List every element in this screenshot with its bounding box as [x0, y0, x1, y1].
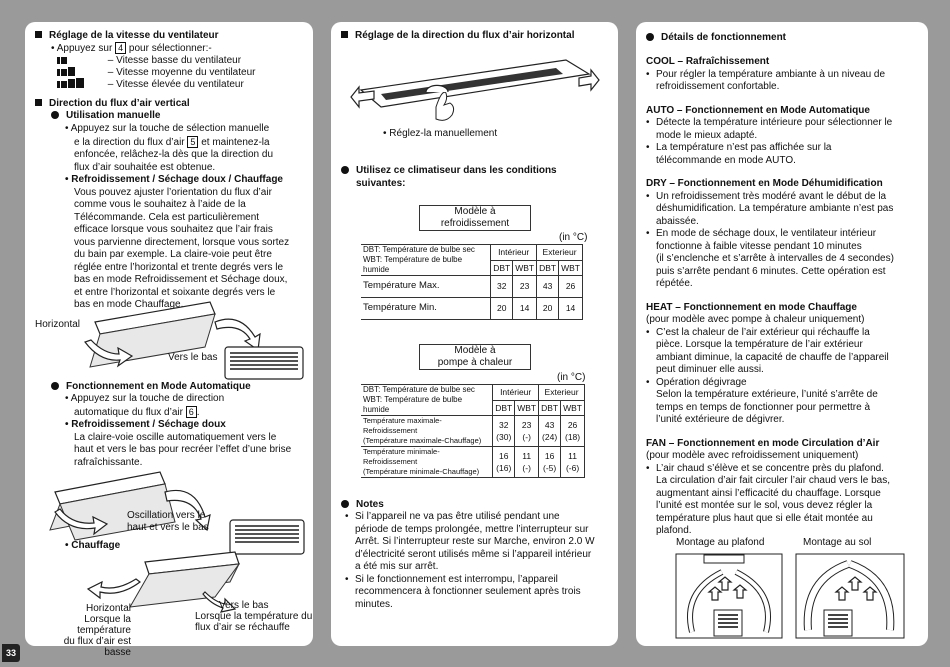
- vertical-airflow-figure: [65, 292, 310, 384]
- heat-subtitle: • Chauffage: [65, 540, 121, 551]
- right-panel: [636, 22, 928, 646]
- round-bullet-icon: [51, 382, 59, 390]
- page-number: 33: [2, 644, 20, 662]
- fig3-label-horizontal: Horizontal Lorsque la température du flux d’air est basse: [63, 603, 131, 658]
- fan-speed-title: Réglage de la vitesse du ventilateur: [35, 30, 219, 43]
- table-row: Température Min. 20 14 20 14: [361, 298, 583, 320]
- round-bullet-icon: [341, 166, 349, 174]
- heat-legend: DBT: Température de bulbe sec WBT: Température de bulbe humide: [361, 385, 493, 416]
- col-header: DBT: [537, 260, 559, 276]
- square-bullet-icon: [341, 31, 348, 38]
- fig2-label: Oscillation vers le haut et vers le bas: [127, 510, 209, 533]
- middle-panel: [331, 22, 618, 646]
- round-bullet-icon: [646, 33, 654, 41]
- auto-instructions: • Appuyez sur la touche de direction automatique du flux d’air 6 . • Refroidissement / Séchage doux La claire-voie oscille automatiquement vers le haut et vers le bas pour recréer l’effet d’une brise rafraîchissante.: [65, 393, 292, 468]
- manual-title: Utilisation manuelle: [51, 110, 160, 123]
- fig1-label-down: Vers le bas: [168, 352, 218, 363]
- manual-instructions: • Appuyez sur la touche de sélection manuelle e la direction du flux d’air 5 et maintenez-la enfoncée, relâchez-la dès que la direction du flux d’air souhaitée est obtenue. • Refroidissement / Séchage doux / Chauffage Vous pouvez ajuster l’orientation du flux d’air comme vous le souhaitez à l’aide de la Télécommande. Cela est particulièrement efficace lorsque vous souhaitez que l’air frais vous parvienne directement, lorsque vous sortez du bain par exemple. La claire-voie peut être réglée entre l’horizontal et trente degrés vers le bas en mode Refroidissement et Séchage doux, et entre l’horizontal et soixante degrés vers le bas en mode Chauffage.: [65, 123, 310, 312]
- mount-floor-label: Montage au sol: [803, 537, 872, 548]
- cool-legend: DBT: Température de bulbe sec WBT: Température de bulbe humide: [361, 245, 491, 276]
- table-row: Température minimale-Refroidissement (Température minimale-Chauffage) 16 (16) 11 (-) 16 (-5) 11 (-6): [361, 447, 585, 478]
- fan-speed-press: • Appuyez sur 4 pour sélectionner:-: [51, 43, 212, 54]
- list-item: • Si le fonctionnement est interrompu, l’appareil recommencera à fonctionner seulement après trois minutes.: [345, 574, 613, 612]
- auto-title: Fonctionnement en Mode Automatique: [51, 381, 251, 394]
- cool-conditions-table: [361, 244, 583, 320]
- fan-title: FAN – Fonctionnement en mode Circulation d’Air: [646, 437, 880, 449]
- heat-outdoor-header: Exterieur: [539, 385, 585, 401]
- notes-title: Notes: [341, 499, 384, 512]
- notes-list: [345, 511, 613, 611]
- modes-text: COOL – Rafraîchissement • Pour régler la température ambiante à un niveau de refroidissement confortable. AUTO – Fonctionnement en Mode Automatique • Détecte la température intérieure pour sélectionner le mode le mieux adapté. • La température n’est pas affichée sur la télécommande en mode AUTO. DRY – Fonctionnement en Mode Déhumidification • Un refroidissement très modéré avant le début de la déshumidification. La température ambiante n’est pas abaissée. • En mode de séchage doux, le ventilateur intérieur fonctionne à faible vitesse pendant 10 minutes (il s’enclenche et s’arrête à intervalles de 4 secondes) puis s’arrête pendant 6 minutes. Cette opération est répétée. HEAT – Fonctionnement en mode Chauffage (pour modèle avec pompe à chaleur uniquement) • C’est la chaleur de l’air extérieur qui réchauffe la pièce. Lorsque la température de l’air extérieur ambiant diminue, la capacité de chauffe de l’appareil peut diminuer elle aussi. • Opération dégivrage Selon la température extérieure, l’unité s’arrête de temps en temps de fonctionner pour permettre à l’unité extérieure de dégivrer. FAN – Fonctionnement en mode Circulation d’Air (pour modèle avec refroidissement uniquement) • L’air chaud s’élève et se concentre près du plafond. La circulation d’air fait circuler l’air chaud vers le bas, augmentant ainsi l’efficacité du chauffage. Lorsque l’unité est montée sur le sol, vous devez régler la température plus haut que si elle était montée au plafond.: [646, 56, 924, 538]
- col-header: DBT: [491, 260, 513, 276]
- col-header: WBT: [561, 400, 585, 416]
- key-5-icon: 5: [187, 136, 198, 148]
- square-bullet-icon: [35, 31, 42, 38]
- fan-low-icon: [57, 54, 97, 64]
- square-bullet-icon: [35, 99, 42, 106]
- heat-title: HEAT – Fonctionnement en mode Chauffage: [646, 301, 857, 313]
- cool-model-label: Modèle à refroidissement: [419, 205, 531, 231]
- fig1-label-horizontal: Horizontal: [35, 319, 81, 330]
- floor-mount-figure: [794, 552, 906, 640]
- conditions-title: Utilisez ce climatiseur dans les conditions suivantes:: [341, 164, 557, 190]
- col-header: DBT: [493, 400, 515, 416]
- col-header: DBT: [539, 400, 561, 416]
- heat-indoor-header: Intérieur: [493, 385, 539, 401]
- vertical-title: Direction du flux d’air vertical: [35, 98, 190, 111]
- table-row: Température maximale-Refroidissement (Température maximale-Chauffage) 32 (30) 23 (-) 43 (24) 26 (18): [361, 416, 585, 447]
- cool-title: COOL – Rafraîchissement: [646, 56, 770, 67]
- horizontal-title: Réglage de la direction du flux d’air horizontal: [341, 30, 574, 43]
- fan-medium-icon: [57, 66, 97, 76]
- auto-mode-title: AUTO – Fonctionnement en Mode Automatique: [646, 104, 870, 116]
- mount-ceiling-label: Montage au plafond: [676, 537, 765, 548]
- table-row: Température Max. 32 23 43 26: [361, 276, 583, 298]
- cool-indoor-header: Intérieur: [491, 245, 537, 261]
- cool-dry-text: Vous pouvez ajuster l’orientation du flux d’air comme vous le souhaitez à l’aide de la Télécommande. Cela est particulièrement efficace lorsque vous souhaitez que l’air frais vous parvienne directement, lorsque vous sortez du bain par exemple. La claire-voie peut être réglée entre l’horizontal et trente degrés vers le bas en mode Refroidissement et Séchage doux, et entre l’horizontal et soixante degrés vers le bas en mode Chauffage.: [74, 186, 290, 310]
- heat-unit: (in °C): [557, 372, 586, 383]
- list-item: • Si l’appareil ne va pas être utilisé pendant une période de temps prolongée, mettre l’interrupteur sur Arrêt. Si l’interrupteur reste sur Marche, environ 2.0 W d’électricité seront utilisés même si l’appareil intérieur a été mis sur arrêt.: [345, 511, 613, 574]
- cool-outdoor-header: Exterieur: [537, 245, 583, 261]
- col-header: WBT: [515, 400, 539, 416]
- left-panel: [25, 22, 313, 658]
- heat-conditions-table: [361, 384, 585, 478]
- key-4-icon: 4: [115, 42, 126, 54]
- manual-note: • Réglez-la manuellement: [383, 128, 498, 139]
- round-bullet-icon: [51, 111, 59, 119]
- col-header: WBT: [559, 260, 583, 276]
- key-6-icon: 6: [186, 406, 197, 418]
- fan-speed-high: – Vitesse élevée du ventilateur: [57, 78, 244, 92]
- fan-speed-medium: – Vitesse moyenne du ventilateur: [57, 66, 255, 80]
- col-header: WBT: [513, 260, 537, 276]
- round-bullet-icon: [341, 500, 349, 508]
- cool-unit: (in °C): [559, 232, 588, 243]
- horizontal-airflow-figure: [341, 52, 609, 132]
- fan-speed-low: – Vitesse basse du ventilateur: [57, 54, 241, 68]
- details-title: Détails de fonctionnement: [646, 32, 786, 45]
- dry-title: DRY – Fonctionnement en Mode Déhumidification: [646, 178, 883, 189]
- heat-model-label: Modèle à pompe à chaleur: [419, 344, 531, 370]
- fig3-label-down: Vers le bas Lorsque la température du flux d’air se réchauffe: [195, 600, 313, 633]
- fan-high-icon: [57, 78, 97, 88]
- ceiling-mount-figure: [674, 552, 784, 640]
